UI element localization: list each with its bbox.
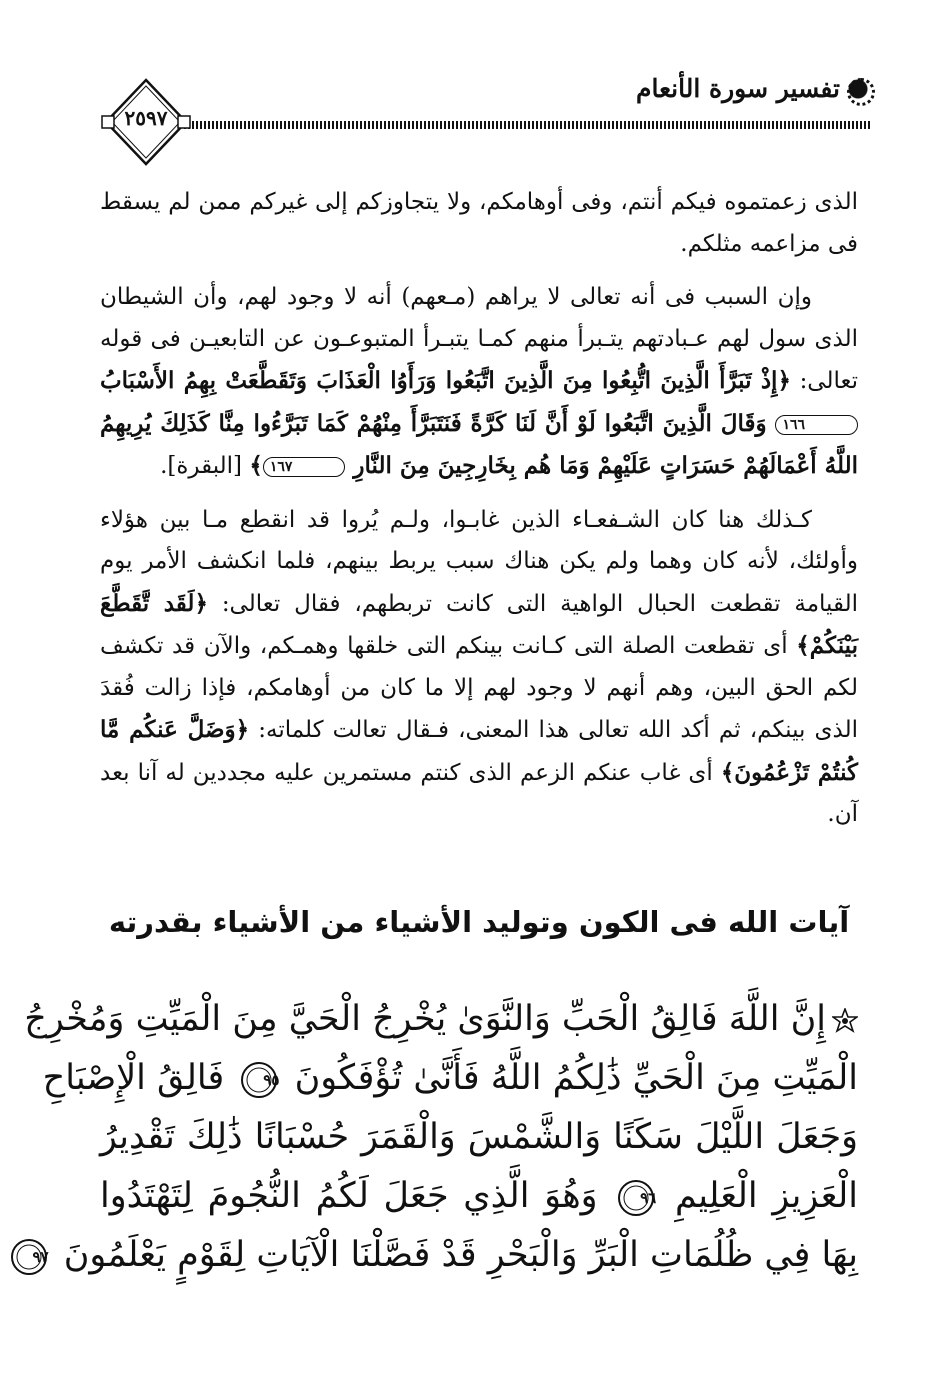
ayah-number-marker: ٩٥ [239, 1060, 279, 1100]
hizb-star-icon [832, 1008, 858, 1034]
page-number-badge [100, 76, 192, 168]
ayah-number-marker: ٩٧ [9, 1237, 49, 1277]
quran-line-5: بِهَا فِي ظُلُمَاتِ الْبَرِّ وَالْبَحْرِ قَدْ فَصَّلْنَا الْآيَاتِ لِقَوْمٍ يَعْلَمُونَ ٩٧ [100, 1226, 858, 1285]
quote-source: [البقرة]. [160, 453, 243, 479]
section-heading: آيات الله فى الكون وتوليد الأشياء من الأشياء بقدرته [108, 905, 850, 939]
ayah-number-marker: ٩٦ [616, 1178, 656, 1218]
paragraph-2: وإن السبب فى أنه تعالى لا يراهم (مـعهم) أنه لا وجود لهم، وأن الشيطان الذى سول لهم عـبادتهم يتـبرأ منهم كمـا يتبـرأ المتبوعـون عن التابعيـن فى قوله تعالى: ﴿إِذْ تَبَرَّأَ الَّذِينَ اتُّبِعُوا مِنَ الَّذِينَ اتَّبَعُوا وَرَأَوُا الْعَذَابَ وَتَقَطَّعَتْ بِهِمُ الأَسْبَابُ ١٦٦ وَقَالَ الَّذِينَ اتَّبَعُوا لَوْ أَنَّ لَنَا كَرَّةً فَنَتَبَرَّأَ مِنْهُمْ كَمَا تَبَرَّءُوا مِنَّا كَذَلِكَ يُرِيهِمُ اللَّهُ أَعْمَالَهُمْ حَسَرَاتٍ عَلَيْهِمْ وَمَا هُم بِخَارِجِينَ مِنَ النَّارِ ١٦٧﴾ [البقرة]. [100, 284, 858, 479]
quran-verses-block [24, 990, 858, 1285]
verse-marker: ١٦٦ [775, 415, 858, 435]
quran-line-3: وَجَعَلَ اللَّيْلَ سَكَنًا وَالشَّمْسَ وَالْقَمَرَ حُسْبَانًا ذَٰلِكَ تَقْدِيرُ [100, 1117, 858, 1157]
commentary-body [100, 182, 858, 836]
quran-line-1: إِنَّ اللَّهَ فَالِقُ الْحَبِّ وَالنَّوَىٰ يُخْرِجُ الْحَيَّ مِنَ الْمَيِّتِ وَمُخْرِجُ [100, 990, 858, 1049]
header-rule [184, 121, 872, 129]
page-header [100, 60, 872, 160]
paragraph-3: كـذلك هنا كان الشـفعـاء الذين غابـوا، ولـم يُروا قد انقطع مـا بين هؤلاء وأولئك، لأنه كان وهما ولم يكن هناك سبب يربط بينهم، فلما انكشف الأمر يوم القيامة تقطعت الحبال الواهية التى كانت تربطهم، فقال تعالى: ﴿لَقَد تَّقَطَّعَ بَيْنَكُمْ﴾ أى تقطعت الصلة التى كـانت بينكم التى خلقها وهمـكم، والآن قد تكشف لكم الحق البين، وهم أنهم لا وجود لهم إلا ما كان من أوهامكم، فإذا زالت فُقدَ الذى بينكم، ثم أكد الله تعالى هذا المعنى، فـقال تعالت كلماته: ﴿وَضَلَّ عَنكُم مَّا كُنتُمْ تَزْعُمُونَ﴾ أى غاب عنكم الزعم الذى كنتم مستمرين عليه مجددين له آنا بعد آن. [100, 506, 859, 827]
quran-quote-baqarah: ﴿إِذْ تَبَرَّأَ الَّذِينَ اتُّبِعُوا مِنَ الَّذِينَ اتَّبَعُوا وَرَأَوُا الْعَذَابَ وَتَقَطَّعَتْ بِهِمُ الأَسْبَابُ ١٦٦ وَقَالَ الَّذِينَ اتَّبَعُوا لَوْ أَنَّ لَنَا كَرَّةً فَنَتَبَرَّأَ مِنْهُمْ كَمَا تَبَرَّءُوا مِنَّا كَذَلِكَ يُرِيهِمُ اللَّهُ أَعْمَالَهُمْ حَسَرَاتٍ عَلَيْهِمْ وَمَا هُم بِخَارِجِينَ مِنَ النَّارِ ١٦٧﴾ [100, 367, 858, 479]
page-number: ٢٥٩٧ [124, 106, 168, 130]
quran-quote-taqatta: ﴿لَقَد تَّقَطَّعَ بَيْنَكُمْ﴾ [100, 589, 858, 659]
verse-marker: ١٦٧ [263, 457, 346, 477]
quran-line-2: الْمَيِّتِ مِنَ الْحَيِّ ذَٰلِكُمُ اللَّهُ فَأَنَّىٰ تُؤْفَكُونَ ٩٥ فَالِقُ الْإِصْبَاحِ [42, 1058, 858, 1098]
quran-quote-dalla: ﴿وَضَلَّ عَنكُم مَّا كُنتُمْ تَزْعُمُونَ﴾ [100, 716, 859, 786]
ornament-icon [844, 76, 872, 102]
quran-line-4: الْعَزِيزِ الْعَلِيمِ ٩٦ وَهُوَ الَّذِي جَعَلَ لَكُمُ النُّجُومَ لِتَهْتَدُوا [100, 1176, 858, 1216]
running-title: تفسير سورة الأنعام [636, 74, 840, 103]
paragraph-1: الذى زعمتموه فيكم أنتم، وفى أوهامكم، ولا يتجاوزكم إلى غيركم ممن لم يسقط فى مزاعمه مثلكم. [100, 189, 858, 257]
